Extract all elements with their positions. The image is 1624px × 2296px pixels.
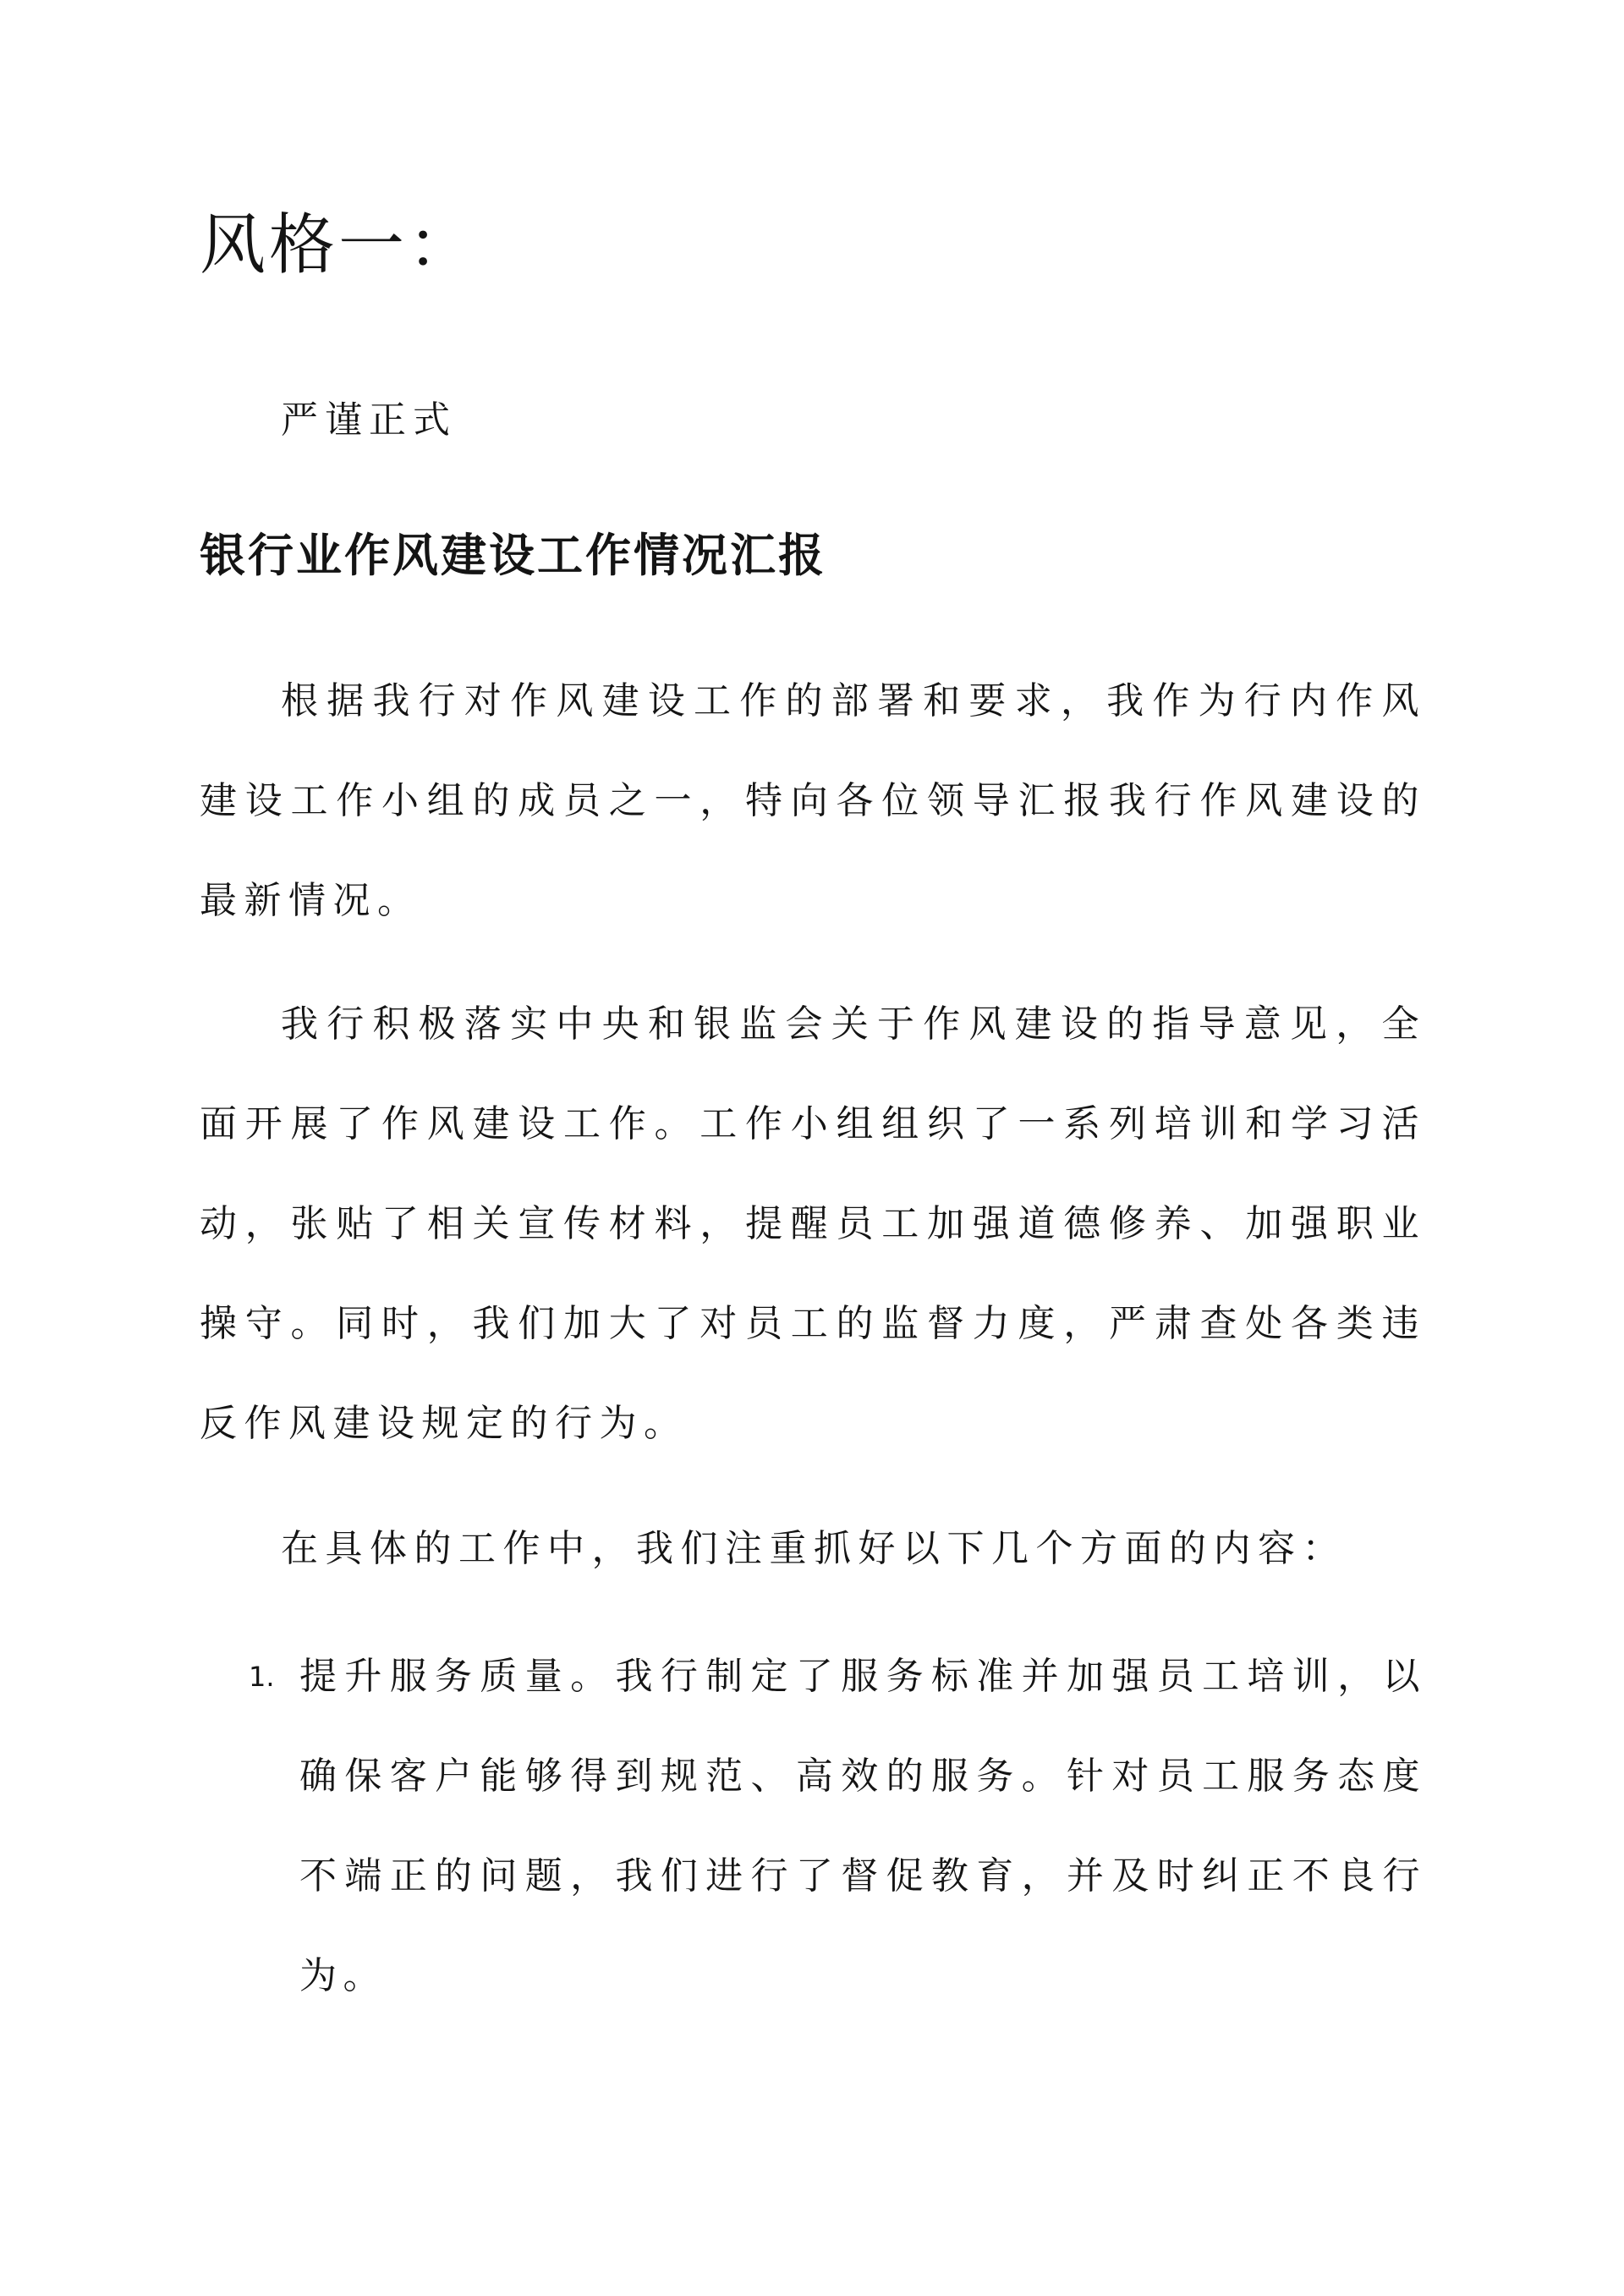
list-item-number: 1. — [249, 1661, 275, 1693]
paragraph-intro: 根据我行对作风建设工作的部署和要求，我作为行内作风建设工作小组的成员之一，特向各位领导汇报我行作风建设的最新情况。 — [200, 679, 1426, 922]
document-title: 银行业作风建设工作情况汇报 — [200, 529, 826, 582]
style-subtitle: 严谨正式 — [281, 398, 457, 442]
style-heading: 风格一： — [200, 207, 478, 283]
list-item-text: 提升服务质量。我行制定了服务标准并加强员工培训，以确保客户能够得到规范、高效的服务。针对员工服务态度不端正的问题，我们进行了督促教育，并及时纠正不良行为。 — [299, 1655, 1426, 1997]
paragraph-focus-areas: 在具体的工作中，我们注重抓好以下几个方面的内容： — [281, 1527, 1347, 1570]
paragraph-implementation: 我行积极落实中央和银监会关于作风建设的指导意见，全面开展了作风建设工作。工作小组组织了一系列培训和学习活动，张贴了相关宣传材料，提醒员工加强道德修养、加强职业操守。同时，我们加大了对员工的监督力度，严肃查处各类违反作风建设规定的行为。 — [200, 1002, 1426, 1445]
list-item — [200, 1627, 1426, 2026]
focus-list — [200, 1627, 1426, 2026]
